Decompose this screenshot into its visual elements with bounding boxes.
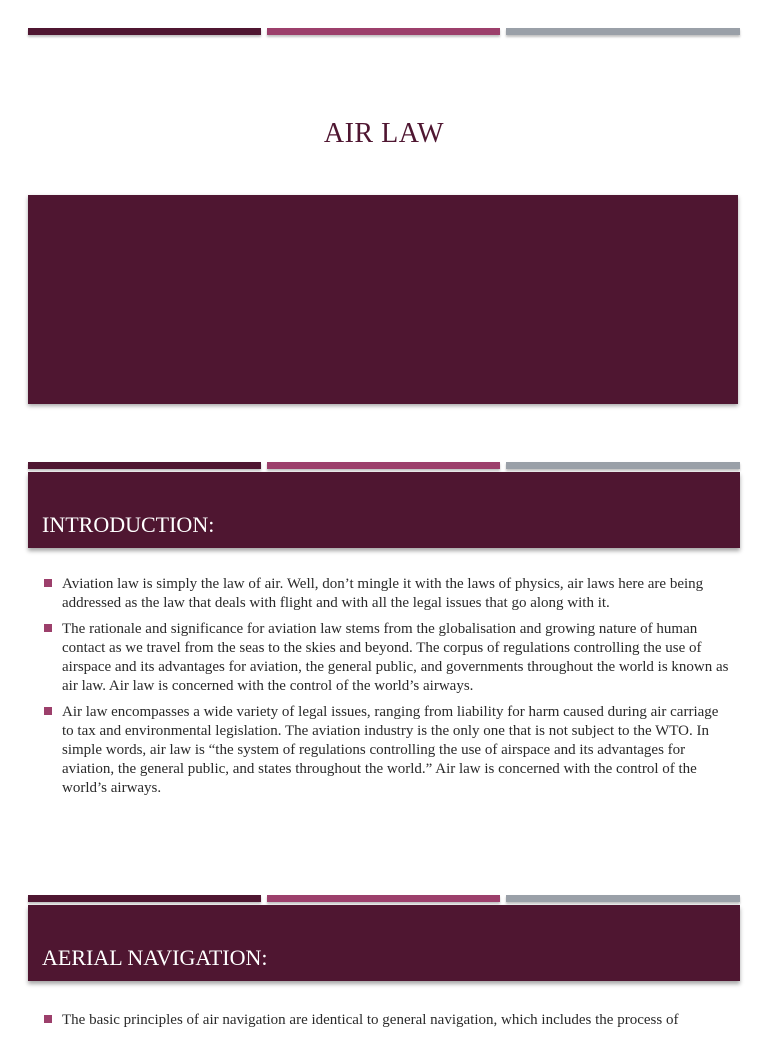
stripe-magenta bbox=[267, 462, 500, 469]
list-item bbox=[42, 620, 732, 696]
stripe-magenta bbox=[267, 28, 500, 35]
stripe-gray bbox=[506, 28, 740, 35]
slide-title: AIR LAW bbox=[323, 118, 445, 149]
list-item bbox=[42, 1011, 732, 1030]
stripe-magenta bbox=[267, 895, 500, 902]
stripe-gray bbox=[506, 462, 740, 469]
top-accent-stripes bbox=[28, 28, 740, 35]
stripe-gray bbox=[506, 895, 740, 902]
aerial-navigation-heading: AERIAL NAVIGATION: bbox=[42, 945, 268, 970]
square-bullet-icon bbox=[44, 1015, 52, 1023]
list-item bbox=[42, 575, 732, 613]
bullet-text: The rationale and significance for aviation law stems from the globalisation and growing nature of human contact as we travel from the seas to the skies and beyond. The corpus of regulations controlling the use of airspace and its advantages for aviation, the general public, and governments throughout the world is known as air law. Air law is concerned with the control of the world’s airways. bbox=[62, 621, 729, 694]
square-bullet-icon bbox=[44, 707, 52, 715]
aerial-navigation-bullet-list bbox=[42, 1011, 732, 1037]
bullet-text: Aviation law is simply the law of air. Well, don’t mingle it with the laws of physics, air laws here are being addressed as the law that deals with flight and with all the legal issues that go along with it. bbox=[62, 576, 704, 611]
bullet-text: The basic principles of air navigation are identical to general navigation, which includes the process of bbox=[62, 1012, 679, 1028]
bullet-text: Air law encompasses a wide variety of legal issues, ranging from liability for harm caused during air carriage to tax and environmental legislation. The aviation industry is the only one that is not subject to the WTO. In simple words, air law is “the system of regulations controlling the use of airspace and its advantages for aviation, the general public, and states throughout the world.” Air law is concerned with the control of the world’s airways. bbox=[62, 704, 719, 796]
stripe-dark bbox=[28, 462, 261, 469]
introduction-heading: INTRODUCTION: bbox=[42, 512, 215, 537]
list-item bbox=[42, 703, 732, 798]
stripe-dark bbox=[28, 895, 261, 902]
introduction-bullet-list bbox=[42, 575, 732, 805]
square-bullet-icon bbox=[44, 579, 52, 587]
title-color-block bbox=[28, 195, 738, 404]
introduction-header bbox=[28, 472, 740, 548]
square-bullet-icon bbox=[44, 624, 52, 632]
aerial-navigation-header bbox=[28, 905, 740, 981]
section-accent-stripes bbox=[28, 895, 740, 902]
section-accent-stripes bbox=[28, 462, 740, 469]
stripe-dark bbox=[28, 28, 261, 35]
